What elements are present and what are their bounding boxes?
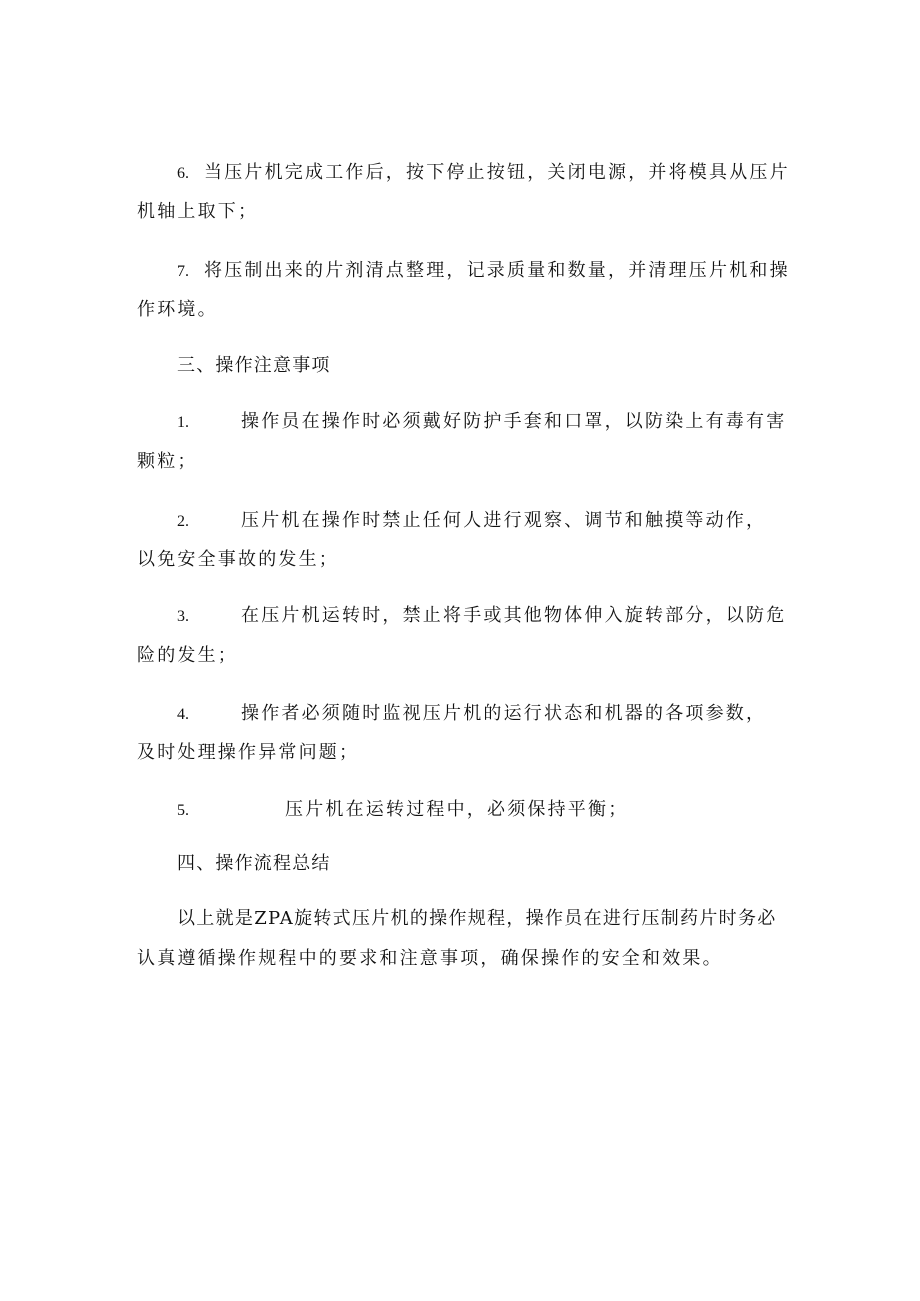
- paragraph-7-number: 7.: [177, 263, 189, 280]
- summary-line-1: 以上就是ZPA旋转式压片机的操作规程，操作员在进行压制药片时务必: [177, 908, 777, 929]
- note-4-line-1: 操作者必须随时监视压片机的运行状态和机器的各项参数，: [241, 703, 767, 724]
- section-4-heading: 四、操作流程总结: [177, 853, 331, 874]
- note-1-line-2: 颗粒；: [137, 451, 198, 472]
- note-2-line-1: 压片机在操作时禁止任何人进行观察、调节和触摸等动作，: [241, 510, 767, 531]
- note-4-line-2: 及时处理操作异常问题；: [137, 742, 360, 763]
- note-2-number: 2.: [177, 513, 189, 530]
- paragraph-6-line-1: 当压片机完成工作后，按下停止按钮，关闭电源，并将模具从压片: [204, 162, 790, 183]
- note-2-line-2: 以免安全事故的发生；: [137, 549, 339, 570]
- paragraph-6-number: 6.: [177, 165, 189, 182]
- summary-line-2: 认真遵循操作规程中的要求和注意事项，确保操作的安全和效果。: [137, 948, 723, 969]
- note-1-number: 1.: [177, 414, 189, 431]
- note-3-line-1: 在压片机运转时，禁止将手或其他物体伸入旋转部分，以防危: [241, 605, 787, 626]
- note-3-number: 3.: [177, 608, 189, 625]
- paragraph-7-line-1: 将压制出来的片剂清点整理，记录质量和数量，并清理压片机和操: [204, 260, 790, 281]
- note-5-line-1: 压片机在运转过程中，必须保持平衡；: [285, 799, 629, 820]
- paragraph-6-line-2: 机轴上取下；: [137, 201, 259, 222]
- section-3-heading: 三、操作注意事项: [177, 355, 331, 376]
- note-5-number: 5.: [177, 802, 189, 819]
- note-4-number: 4.: [177, 706, 189, 723]
- paragraph-7-line-2: 作环境。: [137, 299, 218, 320]
- note-3-line-2: 险的发生；: [137, 645, 238, 666]
- note-1-line-1: 操作员在操作时必须戴好防护手套和口罩，以防染上有毒有害: [241, 411, 787, 432]
